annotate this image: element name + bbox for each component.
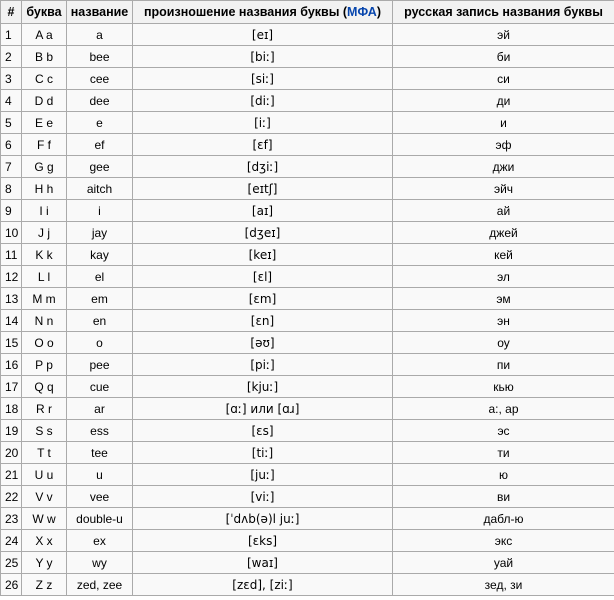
ipa-cell: [viː] xyxy=(133,486,393,508)
row-number: 14 xyxy=(1,310,22,332)
letter-cell: A a xyxy=(22,24,67,46)
ipa-cell: [waɪ] xyxy=(133,552,393,574)
row-number: 2 xyxy=(1,46,22,68)
row-number: 18 xyxy=(1,398,22,420)
ipa-cell: [dʒeɪ] xyxy=(133,222,393,244)
russian-cell: пи xyxy=(393,354,614,376)
table-row xyxy=(1,310,614,332)
ipa-cell: [biː] xyxy=(133,46,393,68)
letter-cell: M m xyxy=(22,288,67,310)
ipa-cell: [ɛf] xyxy=(133,134,393,156)
letter-cell: K k xyxy=(22,244,67,266)
table-row xyxy=(1,552,614,574)
table-row xyxy=(1,112,614,134)
russian-cell: эл xyxy=(393,266,614,288)
table-row xyxy=(1,288,614,310)
letter-name-cell: vee xyxy=(67,486,133,508)
ipa-cell: [əʊ] xyxy=(133,332,393,354)
row-number: 4 xyxy=(1,90,22,112)
header-row xyxy=(1,1,614,24)
letter-cell: T t xyxy=(22,442,67,464)
russian-cell: ви xyxy=(393,486,614,508)
row-number: 23 xyxy=(1,508,22,530)
row-number: 10 xyxy=(1,222,22,244)
mfa-link[interactable]: МФА xyxy=(347,5,377,19)
row-number: 24 xyxy=(1,530,22,552)
table-row xyxy=(1,376,614,398)
table-row xyxy=(1,68,614,90)
letter-name-cell: en xyxy=(67,310,133,332)
table-row xyxy=(1,332,614,354)
ipa-cell: [ɛks] xyxy=(133,530,393,552)
row-number: 22 xyxy=(1,486,22,508)
letter-name-cell: aitch xyxy=(67,178,133,200)
letter-cell: R r xyxy=(22,398,67,420)
letter-name-cell: em xyxy=(67,288,133,310)
letter-cell: L l xyxy=(22,266,67,288)
letter-name-cell: ess xyxy=(67,420,133,442)
letter-name-cell: tee xyxy=(67,442,133,464)
russian-cell: эйч xyxy=(393,178,614,200)
letter-cell: C c xyxy=(22,68,67,90)
russian-cell: джей xyxy=(393,222,614,244)
row-number: 26 xyxy=(1,574,22,596)
letter-cell: V v xyxy=(22,486,67,508)
table-row xyxy=(1,134,614,156)
letter-name-cell: double-u xyxy=(67,508,133,530)
row-number: 12 xyxy=(1,266,22,288)
row-number: 5 xyxy=(1,112,22,134)
ipa-cell: [iː] xyxy=(133,112,393,134)
table-row xyxy=(1,266,614,288)
russian-cell: эс xyxy=(393,420,614,442)
ipa-cell: [ˈdʌb(ə)l juː] xyxy=(133,508,393,530)
table-row xyxy=(1,178,614,200)
letter-name-cell: ef xyxy=(67,134,133,156)
letter-name-cell: u xyxy=(67,464,133,486)
table-row xyxy=(1,508,614,530)
letter-cell: U u xyxy=(22,464,67,486)
letter-cell: I i xyxy=(22,200,67,222)
letter-name-cell: el xyxy=(67,266,133,288)
ipa-cell: [tiː] xyxy=(133,442,393,464)
row-number: 8 xyxy=(1,178,22,200)
row-number: 20 xyxy=(1,442,22,464)
letter-name-cell: dee xyxy=(67,90,133,112)
table-row xyxy=(1,24,614,46)
letter-name-cell: e xyxy=(67,112,133,134)
russian-cell: эн xyxy=(393,310,614,332)
table-row xyxy=(1,442,614,464)
row-number: 13 xyxy=(1,288,22,310)
ipa-cell: [ɛm] xyxy=(133,288,393,310)
ipa-cell: [juː] xyxy=(133,464,393,486)
row-number: 9 xyxy=(1,200,22,222)
row-number: 25 xyxy=(1,552,22,574)
ipa-cell: [ɛn] xyxy=(133,310,393,332)
row-number: 3 xyxy=(1,68,22,90)
table-body xyxy=(1,24,614,596)
table-row xyxy=(1,156,614,178)
letter-name-cell: bee xyxy=(67,46,133,68)
table-row xyxy=(1,486,614,508)
ipa-cell: [zɛd], [ziː] xyxy=(133,574,393,596)
russian-cell: си xyxy=(393,68,614,90)
row-number: 17 xyxy=(1,376,22,398)
russian-cell: эф xyxy=(393,134,614,156)
letter-name-cell: cue xyxy=(67,376,133,398)
header-pronunciation-suffix: ) xyxy=(376,5,382,19)
letter-name-cell: o xyxy=(67,332,133,354)
ipa-cell: [eɪ] xyxy=(133,24,393,46)
russian-cell: зед, зи xyxy=(393,574,614,596)
table-row xyxy=(1,90,614,112)
table-row xyxy=(1,244,614,266)
letter-cell: G g xyxy=(22,156,67,178)
ipa-cell: [eɪtʃ] xyxy=(133,178,393,200)
letter-cell: O o xyxy=(22,332,67,354)
russian-cell: кью xyxy=(393,376,614,398)
header-pronunciation xyxy=(133,1,393,24)
letter-cell: Z z xyxy=(22,574,67,596)
ipa-cell: [dʒiː] xyxy=(133,156,393,178)
russian-cell: ти xyxy=(393,442,614,464)
russian-cell: экс xyxy=(393,530,614,552)
row-number: 1 xyxy=(1,24,22,46)
letter-cell: J j xyxy=(22,222,67,244)
russian-cell: оу xyxy=(393,332,614,354)
russian-cell: джи xyxy=(393,156,614,178)
header-num: # xyxy=(1,1,22,24)
row-number: 19 xyxy=(1,420,22,442)
table-row xyxy=(1,222,614,244)
row-number: 6 xyxy=(1,134,22,156)
russian-cell: эй xyxy=(393,24,614,46)
table-row xyxy=(1,574,614,596)
row-number: 15 xyxy=(1,332,22,354)
russian-cell: уай xyxy=(393,552,614,574)
letter-cell: B b xyxy=(22,46,67,68)
ipa-cell: [kjuː] xyxy=(133,376,393,398)
letter-cell: X x xyxy=(22,530,67,552)
header-letter: буква xyxy=(22,1,67,24)
russian-cell: ай xyxy=(393,200,614,222)
ipa-cell: [ɑː] или [ɑɹ] xyxy=(133,398,393,420)
ipa-cell: [keɪ] xyxy=(133,244,393,266)
table-row xyxy=(1,530,614,552)
letter-name-cell: jay xyxy=(67,222,133,244)
letter-cell: P p xyxy=(22,354,67,376)
letter-name-cell: wy xyxy=(67,552,133,574)
russian-cell: эм xyxy=(393,288,614,310)
russian-cell: ю xyxy=(393,464,614,486)
russian-cell: би xyxy=(393,46,614,68)
ipa-cell: [ɛl] xyxy=(133,266,393,288)
row-number: 7 xyxy=(1,156,22,178)
letter-cell: S s xyxy=(22,420,67,442)
table-row xyxy=(1,398,614,420)
letter-name-cell: gee xyxy=(67,156,133,178)
row-number: 11 xyxy=(1,244,22,266)
letter-name-cell: pee xyxy=(67,354,133,376)
header-pronunciation-prefix: произношение названия буквы ( xyxy=(143,5,348,19)
header-name: название xyxy=(67,1,133,24)
russian-cell: а:, ар xyxy=(393,398,614,420)
ipa-cell: [siː] xyxy=(133,68,393,90)
ipa-cell: [ɛs] xyxy=(133,420,393,442)
letter-name-cell: ex xyxy=(67,530,133,552)
letter-name-cell: zed, zee xyxy=(67,574,133,596)
russian-cell: дабл-ю xyxy=(393,508,614,530)
table-row xyxy=(1,354,614,376)
letter-cell: F f xyxy=(22,134,67,156)
letter-cell: Y y xyxy=(22,552,67,574)
table-row xyxy=(1,46,614,68)
russian-cell: ди xyxy=(393,90,614,112)
table-row xyxy=(1,200,614,222)
table-row xyxy=(1,420,614,442)
letter-name-cell: cee xyxy=(67,68,133,90)
russian-cell: кей xyxy=(393,244,614,266)
header-russian: русская запись названия буквы xyxy=(393,1,614,24)
letter-name-cell: i xyxy=(67,200,133,222)
letter-cell: Q q xyxy=(22,376,67,398)
letter-cell: D d xyxy=(22,90,67,112)
ipa-cell: [aɪ] xyxy=(133,200,393,222)
row-number: 21 xyxy=(1,464,22,486)
ipa-cell: [diː] xyxy=(133,90,393,112)
ipa-cell: [piː] xyxy=(133,354,393,376)
letter-cell: W w xyxy=(22,508,67,530)
row-number: 16 xyxy=(1,354,22,376)
letter-cell: E e xyxy=(22,112,67,134)
letter-cell: N n xyxy=(22,310,67,332)
letter-cell: H h xyxy=(22,178,67,200)
letter-name-cell: kay xyxy=(67,244,133,266)
letter-name-cell: a xyxy=(67,24,133,46)
russian-cell: и xyxy=(393,112,614,134)
table-row xyxy=(1,464,614,486)
letter-name-cell: ar xyxy=(67,398,133,420)
